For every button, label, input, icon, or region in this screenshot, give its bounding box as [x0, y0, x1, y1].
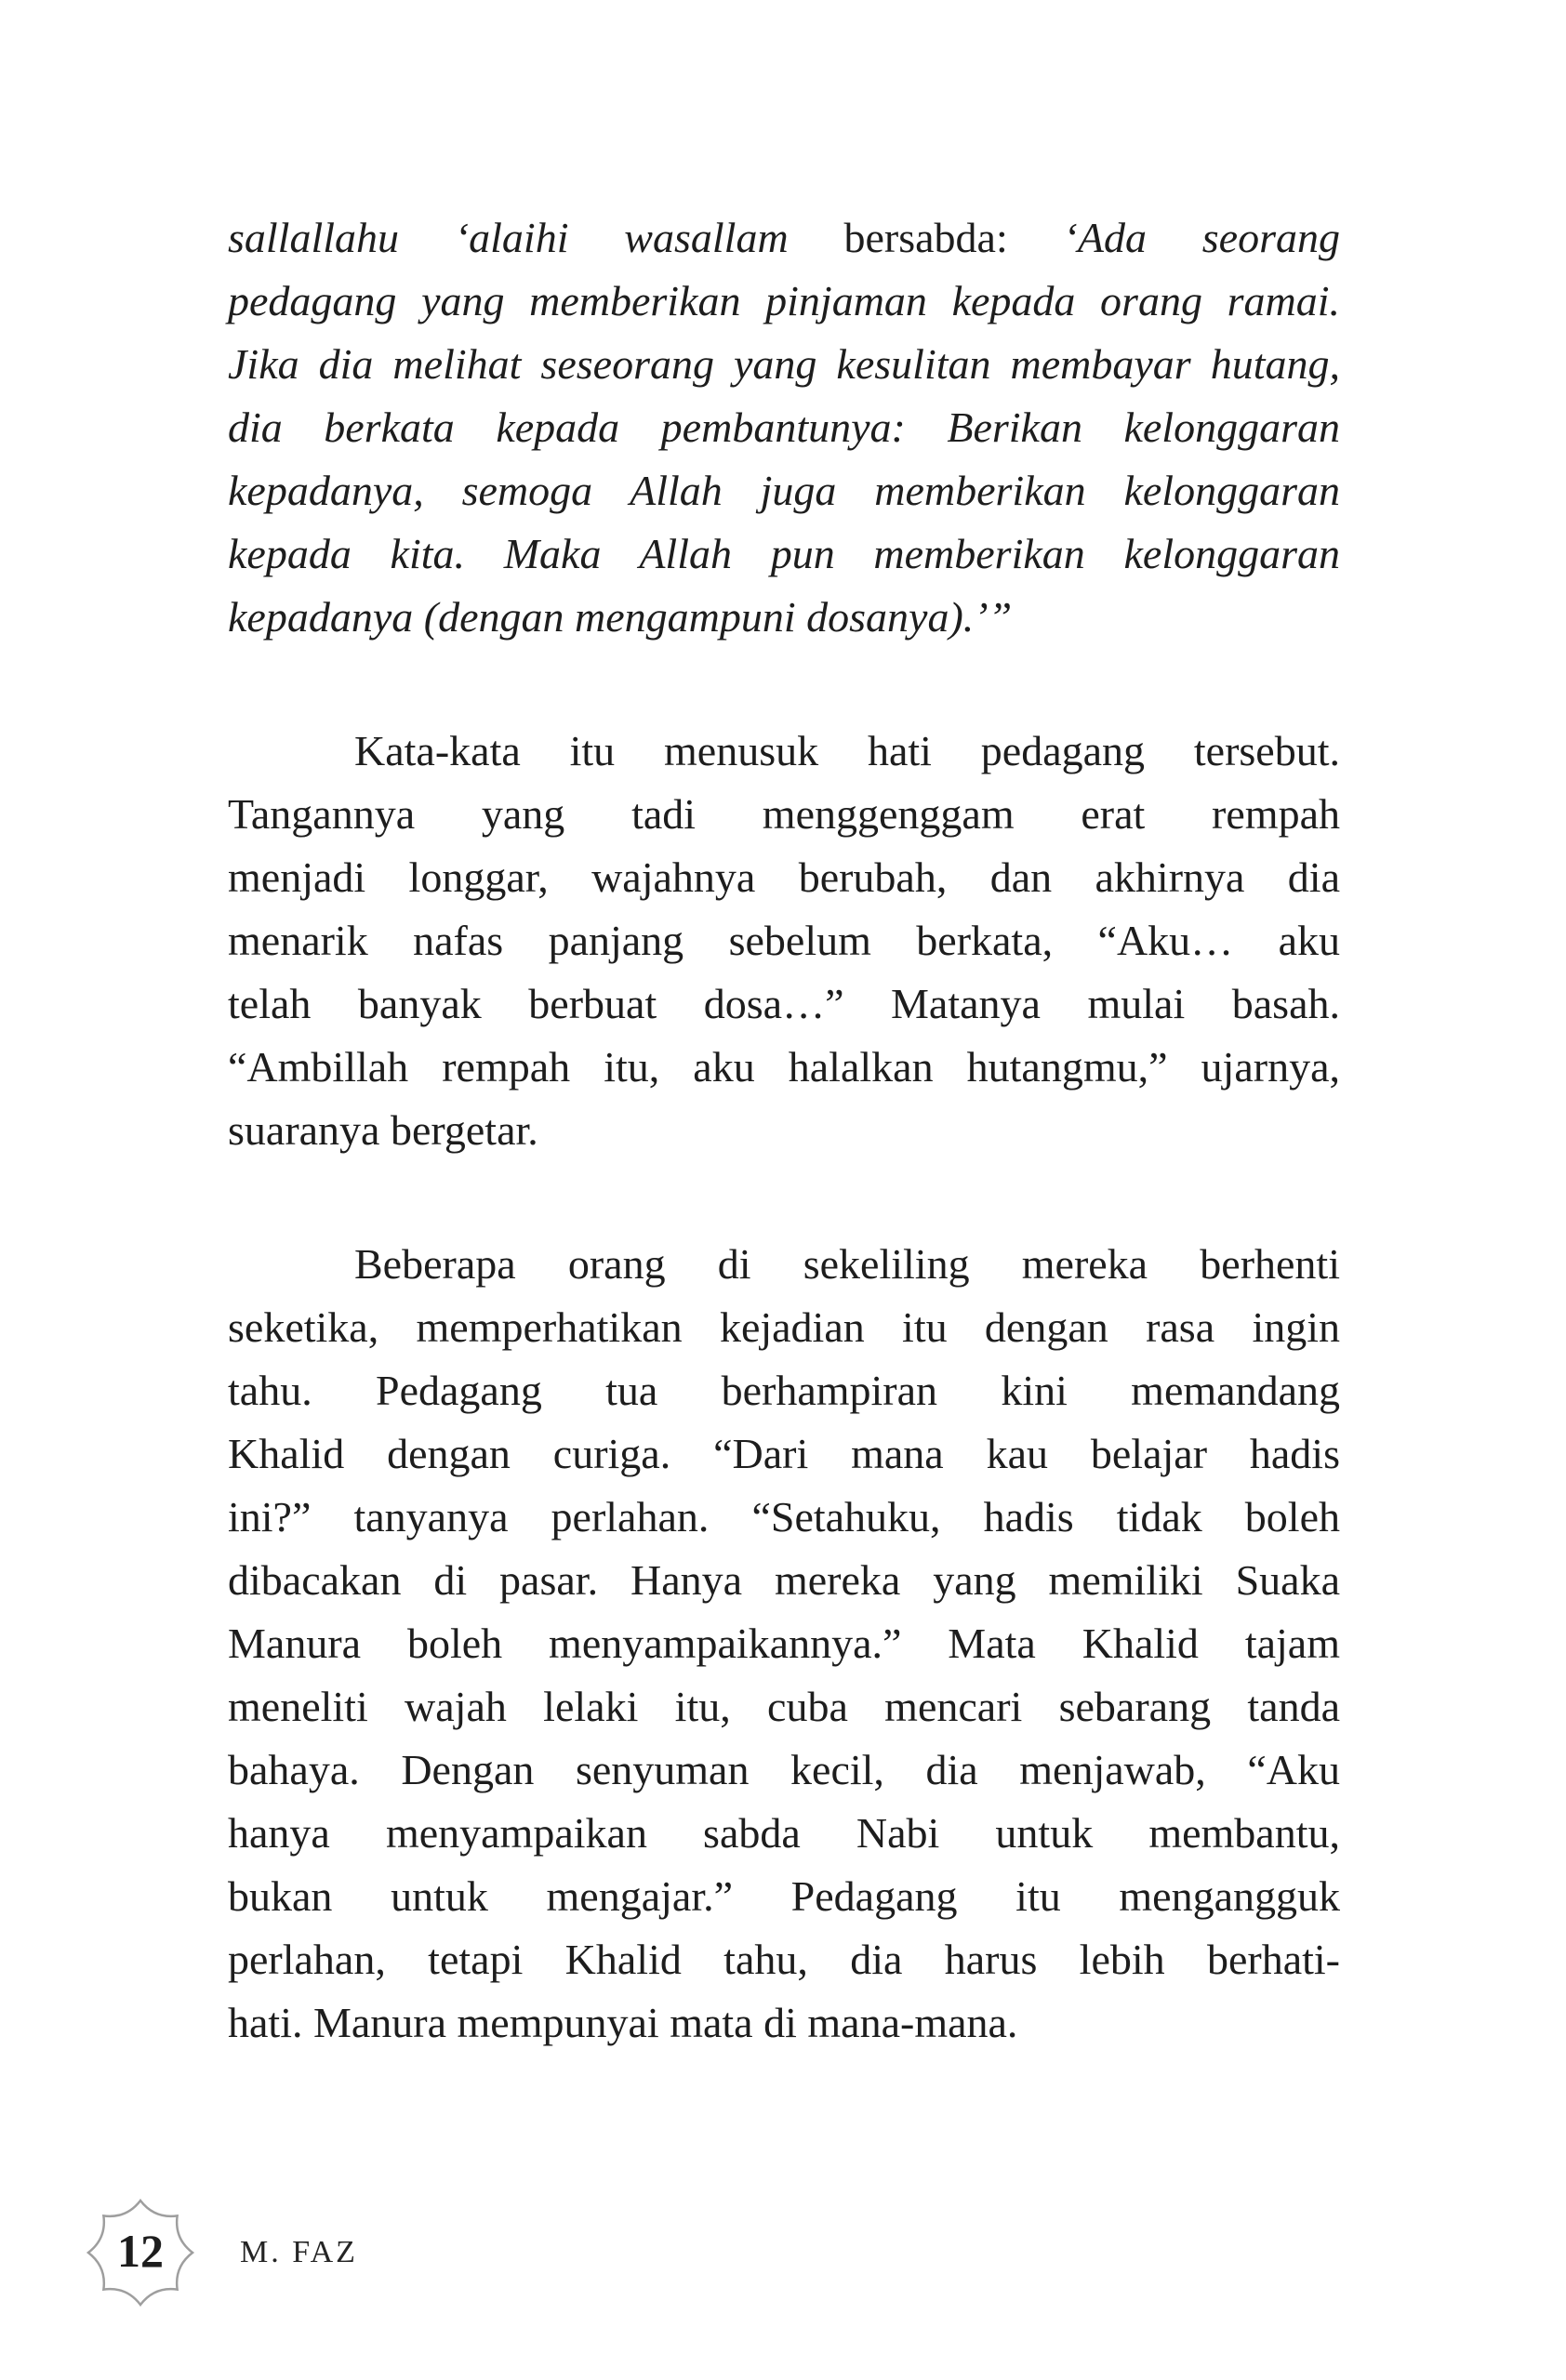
page-footer: [86, 2198, 358, 2307]
text-line: [228, 586, 1340, 649]
text-line: [228, 333, 1340, 396]
text-run: suaranya bergetar.: [228, 1106, 538, 1154]
text-run: bukan untuk mengajar.” Pedagang itu mengangguk: [228, 1872, 1340, 1920]
text-line: [228, 1991, 1340, 2055]
text-run: bahaya. Dengan senyuman kecil, dia menjawab, “Aku: [228, 1746, 1340, 1793]
text-line: [228, 972, 1340, 1036]
text-run: ini?” tanyanya perlahan. “Setahuku, hadis tidak boleh: [228, 1493, 1340, 1540]
text-line: [228, 1802, 1340, 1865]
text-line: [228, 459, 1340, 522]
text-run: telah banyak berbuat dosa…” Matanya mulai basah.: [228, 980, 1340, 1027]
text-line: [228, 1675, 1340, 1739]
author-name: M. FAZ: [240, 2235, 358, 2269]
text-run: kepadanya, semoga Allah juga memberikan kelonggaran: [228, 467, 1340, 514]
text-run: seketika, memperhatikan kejadian itu dengan rasa ingin: [228, 1303, 1340, 1351]
page-number-badge: [86, 2198, 195, 2307]
text-run: menarik nafas panjang sebelum berkata, “Aku… aku: [228, 917, 1340, 964]
paragraph-hadith-quote: [228, 206, 1340, 649]
page-text: [228, 206, 1340, 2055]
text-run: pedagang yang memberikan pinjaman kepada orang ramai.: [228, 277, 1340, 324]
text-run: kepadanya (dengan mengampuni dosanya).’”: [228, 593, 1013, 641]
text-run: Jika dia melihat seseorang yang kesulitan membayar hutang,: [228, 340, 1340, 388]
text-run: Khalid dengan curiga. “Dari mana kau belajar hadis: [228, 1430, 1340, 1477]
text-line: [228, 1296, 1340, 1359]
text-line: [228, 522, 1340, 586]
text-line: [228, 1549, 1340, 1612]
text-line: [228, 270, 1340, 333]
text-run: sallallahu ‘alaihi wasallam: [228, 214, 844, 261]
text-run: ‘Ada seorang: [1063, 214, 1340, 261]
text-run: “Ambillah rempah itu, aku halalkan hutangmu,” ujarnya,: [228, 1043, 1340, 1091]
text-run: Beberapa orang di sekeliling mereka berhenti: [354, 1240, 1340, 1288]
paragraph-crowd-and-khalid: [228, 1233, 1340, 2055]
text-run: bersabda:: [843, 214, 1064, 261]
text-line: [228, 206, 1340, 270]
page-number: 12: [117, 2225, 164, 2277]
text-run: kepada kita. Maka Allah pun memberikan kelonggaran: [228, 530, 1340, 577]
text-run: perlahan, tetapi Khalid tahu, dia harus lebih berhati-: [228, 1936, 1340, 1983]
text-run: dibacakan di pasar. Hanya mereka yang memiliki Suaka: [228, 1556, 1340, 1604]
text-line: [228, 1359, 1340, 1422]
text-line: [228, 1422, 1340, 1486]
text-line: [228, 1036, 1340, 1099]
text-line: [228, 1486, 1340, 1549]
text-run: tahu. Pedagang tua berhampiran kini memandang: [228, 1367, 1340, 1414]
text-line: [228, 1233, 1340, 1296]
text-line: [228, 1099, 1340, 1162]
paragraph-merchant-reaction: [228, 720, 1340, 1162]
text-line: [228, 909, 1340, 972]
text-run: dia berkata kepada pembantunya: Berikan kelonggaran: [228, 403, 1340, 451]
text-line: [228, 1865, 1340, 1928]
text-line: [228, 783, 1340, 846]
text-line: [228, 1928, 1340, 1991]
text-line: [228, 396, 1340, 459]
text-run: Tangannya yang tadi menggenggam erat rempah: [228, 790, 1340, 838]
text-line: [228, 1612, 1340, 1675]
text-line: [228, 846, 1340, 909]
text-run: menjadi longgar, wajahnya berubah, dan akhirnya dia: [228, 853, 1340, 901]
text-run: Kata-kata itu menusuk hati pedagang tersebut.: [354, 727, 1340, 774]
text-run: meneliti wajah lelaki itu, cuba mencari sebarang tanda: [228, 1683, 1340, 1730]
text-line: [228, 720, 1340, 783]
text-line: [228, 1739, 1340, 1802]
text-run: Manura boleh menyampaikannya.” Mata Khalid tajam: [228, 1620, 1340, 1667]
text-run: hanya menyampaikan sabda Nabi untuk membantu,: [228, 1809, 1340, 1857]
text-run: hati. Manura mempunyai mata di mana-mana.: [228, 1999, 1018, 2046]
